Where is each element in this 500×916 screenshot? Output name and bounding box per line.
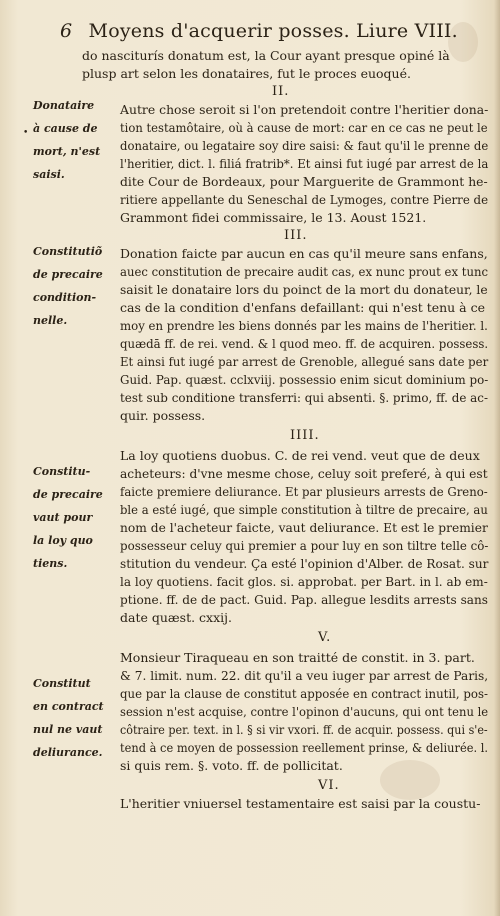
margin-note-3 bbox=[33, 460, 103, 575]
margin-note-line: à cause de bbox=[33, 122, 98, 135]
text-line: l'heritier, dict. l. filiá fratrib*. Et ainsi fut iugé par arrest de la bbox=[120, 156, 489, 171]
text-line: ritiere appellante du Seneschal de Lymoges, contre Pierre de bbox=[120, 192, 489, 207]
text-line: auec constitution de precaire audit cas, ex nunc prout ex tunc bbox=[120, 264, 489, 279]
text-line: acheteurs: d'vne mesme chose, celuy soit preferé, à qui est bbox=[120, 466, 488, 481]
margin-note-line: nul ne vaut bbox=[33, 723, 103, 736]
margin-note-line: Donataire bbox=[33, 99, 95, 112]
page-edge bbox=[494, 0, 500, 916]
margin-note-line: Constitu- bbox=[33, 465, 91, 478]
text-line: donataire, ou legataire soy dire saisi: & faut qu'il le prenne de bbox=[120, 138, 489, 153]
margin-note-line: tiens. bbox=[33, 557, 68, 570]
margin-note-2 bbox=[33, 240, 103, 332]
margin-note-line: de precaire bbox=[33, 488, 103, 501]
margin-note-line: mort, n'est bbox=[33, 145, 101, 158]
margin-note-line: deliurance. bbox=[33, 746, 103, 759]
text-line: & 7. limit. num. 22. dit qu'il a veu iuger par arrest de Paris, bbox=[120, 668, 489, 683]
margin-note-1 bbox=[33, 94, 103, 186]
text-line: Monsieur Tiraqueau en son traitté de constit. in 3. part. bbox=[120, 650, 475, 665]
margin-note-line: de precaire bbox=[33, 268, 103, 281]
paper-stain bbox=[380, 760, 440, 800]
text-line: date quæst. cxxij. bbox=[120, 610, 232, 625]
section-number: VI. bbox=[318, 778, 340, 793]
text-line: L'heritier vniuersel testamentaire est saisi par la coustu- bbox=[120, 796, 481, 811]
margin-note-4 bbox=[33, 672, 103, 764]
text-line: ble a esté iugé, que simple constitution à tiltre de precaire, au bbox=[120, 502, 488, 517]
text-line: Grammont fidei commissaire, le 13. Aoust 1521. bbox=[120, 210, 427, 225]
text-line: moy en prendre les biens donnés par les mains de l'heritier. l. bbox=[120, 318, 488, 333]
text-line: que par la clause de constitut apposée en contract inutil, pos- bbox=[120, 686, 488, 701]
text-line: session n'est acquise, contre l'opinon d'aucuns, qui ont tenu le bbox=[120, 704, 489, 719]
running-header bbox=[60, 20, 480, 46]
text-line: test sub conditione transferri: qui absenti. §. primo, ff. de ac- bbox=[120, 390, 488, 405]
margin-note-line: Constitut bbox=[33, 677, 91, 690]
text-line: quædā ff. de rei. vend. & l quod meo. ff. de acquiren. possess. bbox=[120, 336, 489, 351]
text-line: Et ainsi fut iugé par arrest de Grenoble, allegué sans date per bbox=[120, 354, 489, 369]
text-line: Guid. Pap. quæst. cclxviij. possessio enim sicut dominium po- bbox=[120, 372, 489, 387]
text-line: possesseur celuy qui premier a pour luy en son tiltre telle cô- bbox=[120, 538, 489, 553]
margin-note-line: Constitutiõ bbox=[33, 245, 103, 258]
page-number: 6 bbox=[60, 20, 73, 42]
text-line: si quis rem. §. voto. ff. de pollicitat. bbox=[120, 758, 343, 773]
margin-note-line: saisi. bbox=[33, 168, 65, 181]
margin-note-line: la loy quo bbox=[33, 534, 93, 547]
text-line: cas de la condition d'enfans defaillant: qui n'est tenu à ce bbox=[120, 300, 486, 315]
text-line: plusp art selon les donataires, fut le proces euoqué. bbox=[82, 66, 411, 81]
text-line: faicte premiere deliurance. Et par plusieurs arrests de Greno- bbox=[120, 484, 488, 499]
text-line: nom de l'acheteur faicte, vaut deliurance. Et est le premier bbox=[120, 520, 488, 535]
text-line: la loy quotiens. facit glos. si. approbat. per Bart. in l. ab em- bbox=[120, 574, 488, 589]
text-line: Autre chose seroit si l'on pretendoit contre l'heritier dona- bbox=[120, 102, 489, 117]
text-line: La loy quotiens duobus. C. de rei vend. veut que de deux bbox=[120, 448, 480, 463]
text-line: saisit le donataire lors du poinct de la mort du donateur, le bbox=[120, 282, 488, 297]
section-number: II. bbox=[272, 84, 290, 99]
text-line: côtraire per. text. in l. § si vir vxori. ff. de acquir. possess. qui s'e- bbox=[120, 722, 488, 737]
text-line: tend à ce moyen de possession reellement prinse, & deliurée. l. bbox=[120, 740, 489, 755]
section-number: III. bbox=[284, 228, 308, 243]
section-number: IIII. bbox=[290, 428, 320, 443]
section-number: V. bbox=[318, 630, 332, 645]
margin-note-line: en contract bbox=[33, 700, 104, 713]
text-line: dite Cour de Bordeaux, pour Marguerite de Grammont he- bbox=[120, 174, 488, 189]
text-line: Donation faicte par aucun en cas qu'il meure sans enfans, bbox=[120, 246, 488, 261]
text-line: ptione. ff. de de pact. Guid. Pap. allegue lesdits arrests sans bbox=[120, 592, 489, 607]
text-line: do nasciturís donatum est, la Cour ayant presque opiné là bbox=[82, 48, 450, 63]
margin-note-line: vaut pour bbox=[33, 511, 93, 524]
margin-note-line: nelle. bbox=[33, 314, 68, 327]
margin-note-line: condition- bbox=[33, 291, 97, 304]
text-line: stitution du vendeur. Ça esté l'opinion d'Alber. de Rosat. sur bbox=[120, 556, 489, 571]
running-title: Moyens d'acquerir posses. Liure VIII. bbox=[88, 20, 458, 42]
text-line: quir. possess. bbox=[120, 408, 206, 423]
bullet-mark: • bbox=[23, 128, 29, 138]
text-line: tion testamôtaire, où à cause de mort: car en ce cas ne peut le bbox=[120, 120, 488, 135]
